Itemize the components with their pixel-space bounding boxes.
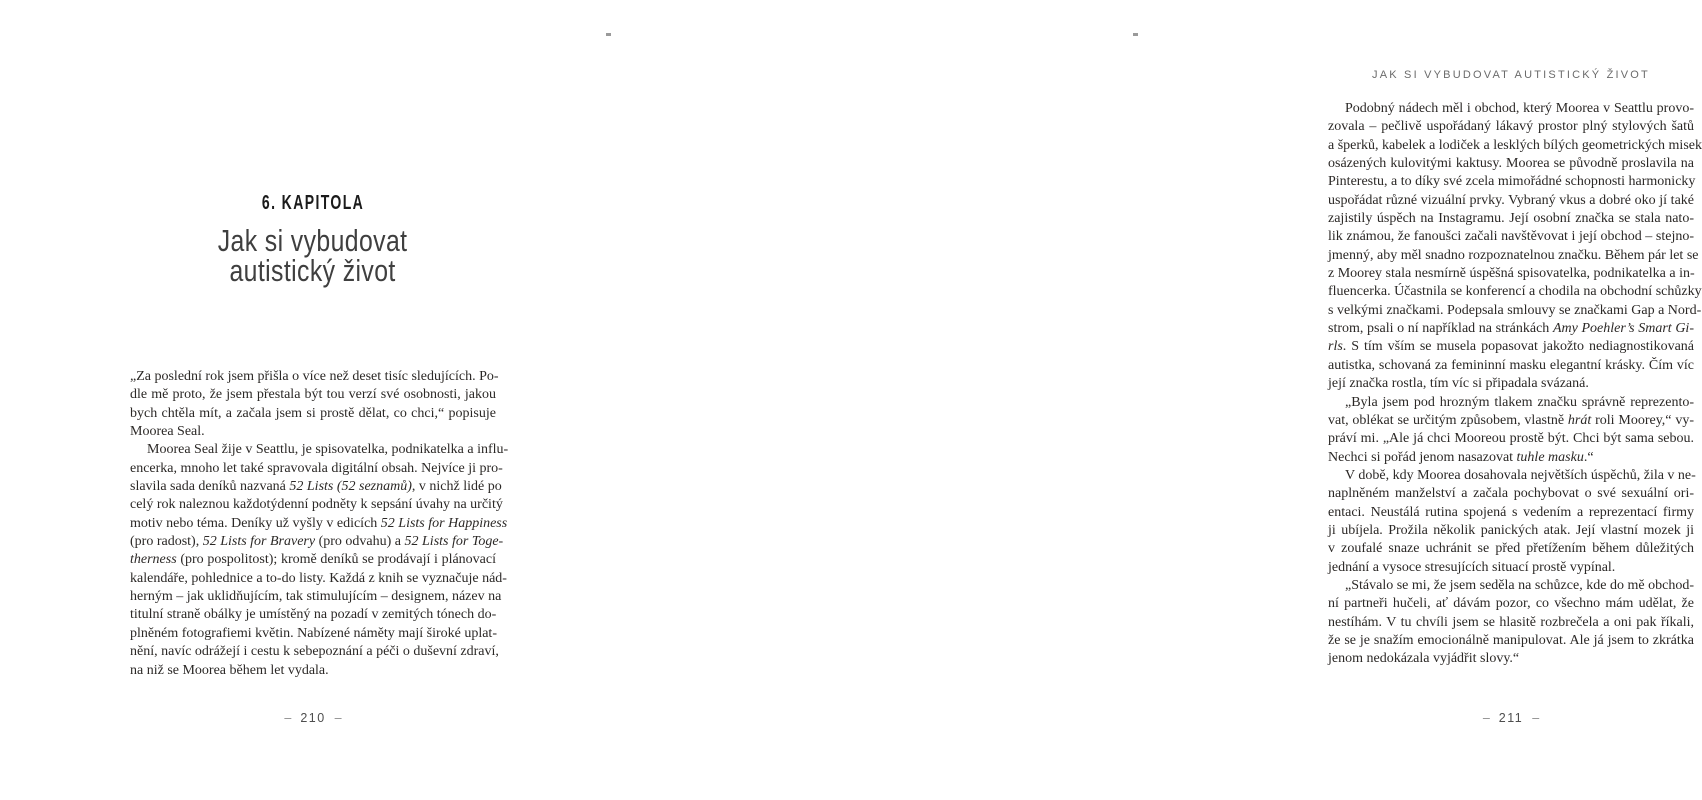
paragraph	[1328, 394, 1694, 467]
text-line: „Byla jsem pod hrozným tlakem značku správně reprezento-	[1345, 394, 1694, 410]
text-line: osázených kulovitými kaktusy. Moorea se původně proslavila na	[1328, 156, 1694, 172]
text-line: (pro radost), 52 Lists for Bravery (pro odvahu) a 52 Lists for Toge-	[130, 534, 504, 550]
text-line: jenom nedokázala vyjádřit slovy.“	[1328, 651, 1520, 667]
text-line: Nechci si pořád jenom nasazovat tuhle masku.“	[1328, 449, 1594, 465]
text-line: jednání a vysoce stresujících situací prostě vypínal.	[1328, 559, 1616, 575]
chapter-title-line-1: Jak si vybudovat	[218, 223, 408, 258]
text-line: ji ubíjela. Prožila několik panických atak. Její vlastní mozek ji	[1328, 522, 1694, 538]
text-line: kalendáře, pohlednice a to-do listy. Každá z knih se vyznačuje nád-	[130, 570, 507, 586]
text-line: bych chtěla mít, a začala jsem si prostě dělat, co chci,“ popisuje	[130, 405, 496, 421]
body-text-right	[1328, 100, 1702, 669]
page-number-right	[1328, 711, 1694, 725]
text-line: s velkými značkami. Podepsala smlouvy se značkami Gap a Nord-	[1328, 302, 1702, 318]
text-line: práví mi. „Ale já chci Mooreou prostě být. Chci být sama sebou.	[1328, 431, 1694, 447]
text-line: Pinterestu, a to díky své zcela mimořádné schopnosti harmonicky	[1328, 174, 1696, 190]
text-line: entaci. Neustálá rutina spojená s vedením a reprezentací firmy	[1328, 504, 1694, 520]
text-line: jmenný, aby měl snadno rozpoznatelnou značku. Během pár let se	[1328, 247, 1699, 263]
footer-dash: –	[284, 711, 292, 725]
text-line: encerka, mnoho let také spravovala digitální obsah. Nejvíce ji pro-	[130, 460, 503, 476]
paragraph	[1328, 467, 1694, 577]
text-line: motiv nebo téma. Deníky už vyšly v edicích 52 Lists for Happiness	[130, 515, 508, 531]
text-line: nění, navíc odrážejí i cestu k sebepoznání a péči o duševní zdraví,	[130, 644, 499, 660]
page-left	[0, 0, 620, 800]
text-line: uspořádat různé vizuální prvky. Vybraný vkus a dobré oko jí také	[1328, 192, 1694, 208]
body-text-left	[130, 368, 509, 680]
footer-dash: –	[1482, 711, 1490, 725]
text-line: vat, oblékat se určitým způsobem, vlastně hrát roli Moorey,“ vy-	[1328, 412, 1694, 428]
text-line: a šperků, kabelek a lodiček a lesklých bílých geometrických misek	[1328, 137, 1702, 153]
text-line: naplněném manželství a začala pochybovat o své sexuální ori-	[1328, 486, 1694, 502]
text-line: „Za poslední rok jsem přišla o více než deset tisíc sledujících. Po-	[130, 369, 499, 384]
text-line: dle mě proto, že jsem přestala být tou verzí své osobnosti, jakou	[130, 387, 496, 403]
page-number-left	[130, 711, 496, 725]
text-line: Podobný nádech měl i obchod, který Moorea v Seattlu provo-	[1345, 101, 1694, 116]
text-line: na niž se Moorea během let vydala.	[130, 662, 329, 678]
footer-dash: –	[334, 711, 342, 725]
text-line: v zoufalé snaze uchránit se před přetížením během důležitých	[1328, 541, 1694, 557]
text-line: zovala – pečlivě uspořádaný lákavý prostor plný stylových šatů	[1328, 119, 1694, 135]
paragraph	[1328, 577, 1694, 669]
page-right	[620, 0, 1702, 800]
running-header: JAK SI VYBUDOVAT AUTISTICKÝ ŽIVOT	[1372, 69, 1650, 81]
text-line: lik známou, že fanoušci začali navštěvovat i její obchod – stejno-	[1328, 229, 1694, 245]
chapter-title	[130, 223, 496, 289]
text-line: z Moorey stala nesmírně úspěšná spisovatelka, podnikatelka a in-	[1328, 266, 1695, 282]
text-line: herným – jak uklidňujícím, tak stimulujícím – designem, název na	[130, 589, 502, 605]
text-line: V době, kdy Moorea dosahovala největších úspěchů, žila v ne-	[1345, 467, 1696, 483]
text-line: slavila sada deníků nazvaná 52 Lists (52 seznamů), v nichž lidé po	[130, 479, 502, 495]
chapter-number-label: 6. KAPITOLA	[261, 192, 365, 214]
chapter-title-line-2: autistický život	[229, 253, 397, 288]
text-line: plněném fotografiemi květin. Nabízené náměty mají široké uplat-	[130, 625, 497, 641]
paragraph	[1328, 100, 1702, 394]
footer-dash: –	[1532, 711, 1540, 725]
text-line: titulní straně obálky je umístěný na pozadí v zemitých tónech do-	[130, 607, 497, 623]
text-line: strom, psali o ní například na stránkách Amy Poehler’s Smart Gi-	[1328, 321, 1694, 337]
paragraph	[130, 441, 509, 679]
text-line: „Stávalo se mi, že jsem seděla na schůzce, kde do mě obchod-	[1345, 577, 1694, 593]
text-line: autistka, schovaná za femininní masku elegantní krásky. Čím víc	[1328, 357, 1694, 373]
page-number: 210	[300, 711, 326, 725]
text-line: nestíhám. V tu chvíli jsem se hlasitě rozbrečela a oni pak říkali,	[1328, 614, 1694, 630]
paragraph	[130, 368, 499, 441]
text-line: že se je snažím emocionálně manipulovat. Ale já jsem to zkrátka	[1328, 632, 1694, 648]
text-line: Moorea Seal.	[130, 424, 205, 440]
text-line: Moorea Seal žije v Seattlu, je spisovatelka, podnikatelka a influ-	[147, 442, 509, 458]
text-line: fluencerka. Účastnila se konferencí a chodila na obchodní schůzky	[1328, 284, 1702, 300]
chapter-number-label-wrap	[130, 192, 496, 215]
text-line: therness (pro pospolitost); kromě deníků se prodávají i plánovací	[130, 552, 496, 568]
text-line: ní partneři hučeli, ať dávám pozor, co všechno mám udělat, že	[1328, 596, 1694, 612]
page-number: 211	[1498, 711, 1524, 725]
text-line: její značka rostla, tím víc si připadala svázaná.	[1328, 376, 1589, 392]
text-line: celý rok naleznou každotýdenní podněty k sepsání úvahy na určitý	[130, 497, 503, 513]
text-line: zajistily úspěch na Instagramu. Její osobní značka se stala nato-	[1328, 211, 1694, 227]
text-line: rls. S tím vším se musela popasovat jakožto nediagnostikovaná	[1328, 339, 1694, 355]
